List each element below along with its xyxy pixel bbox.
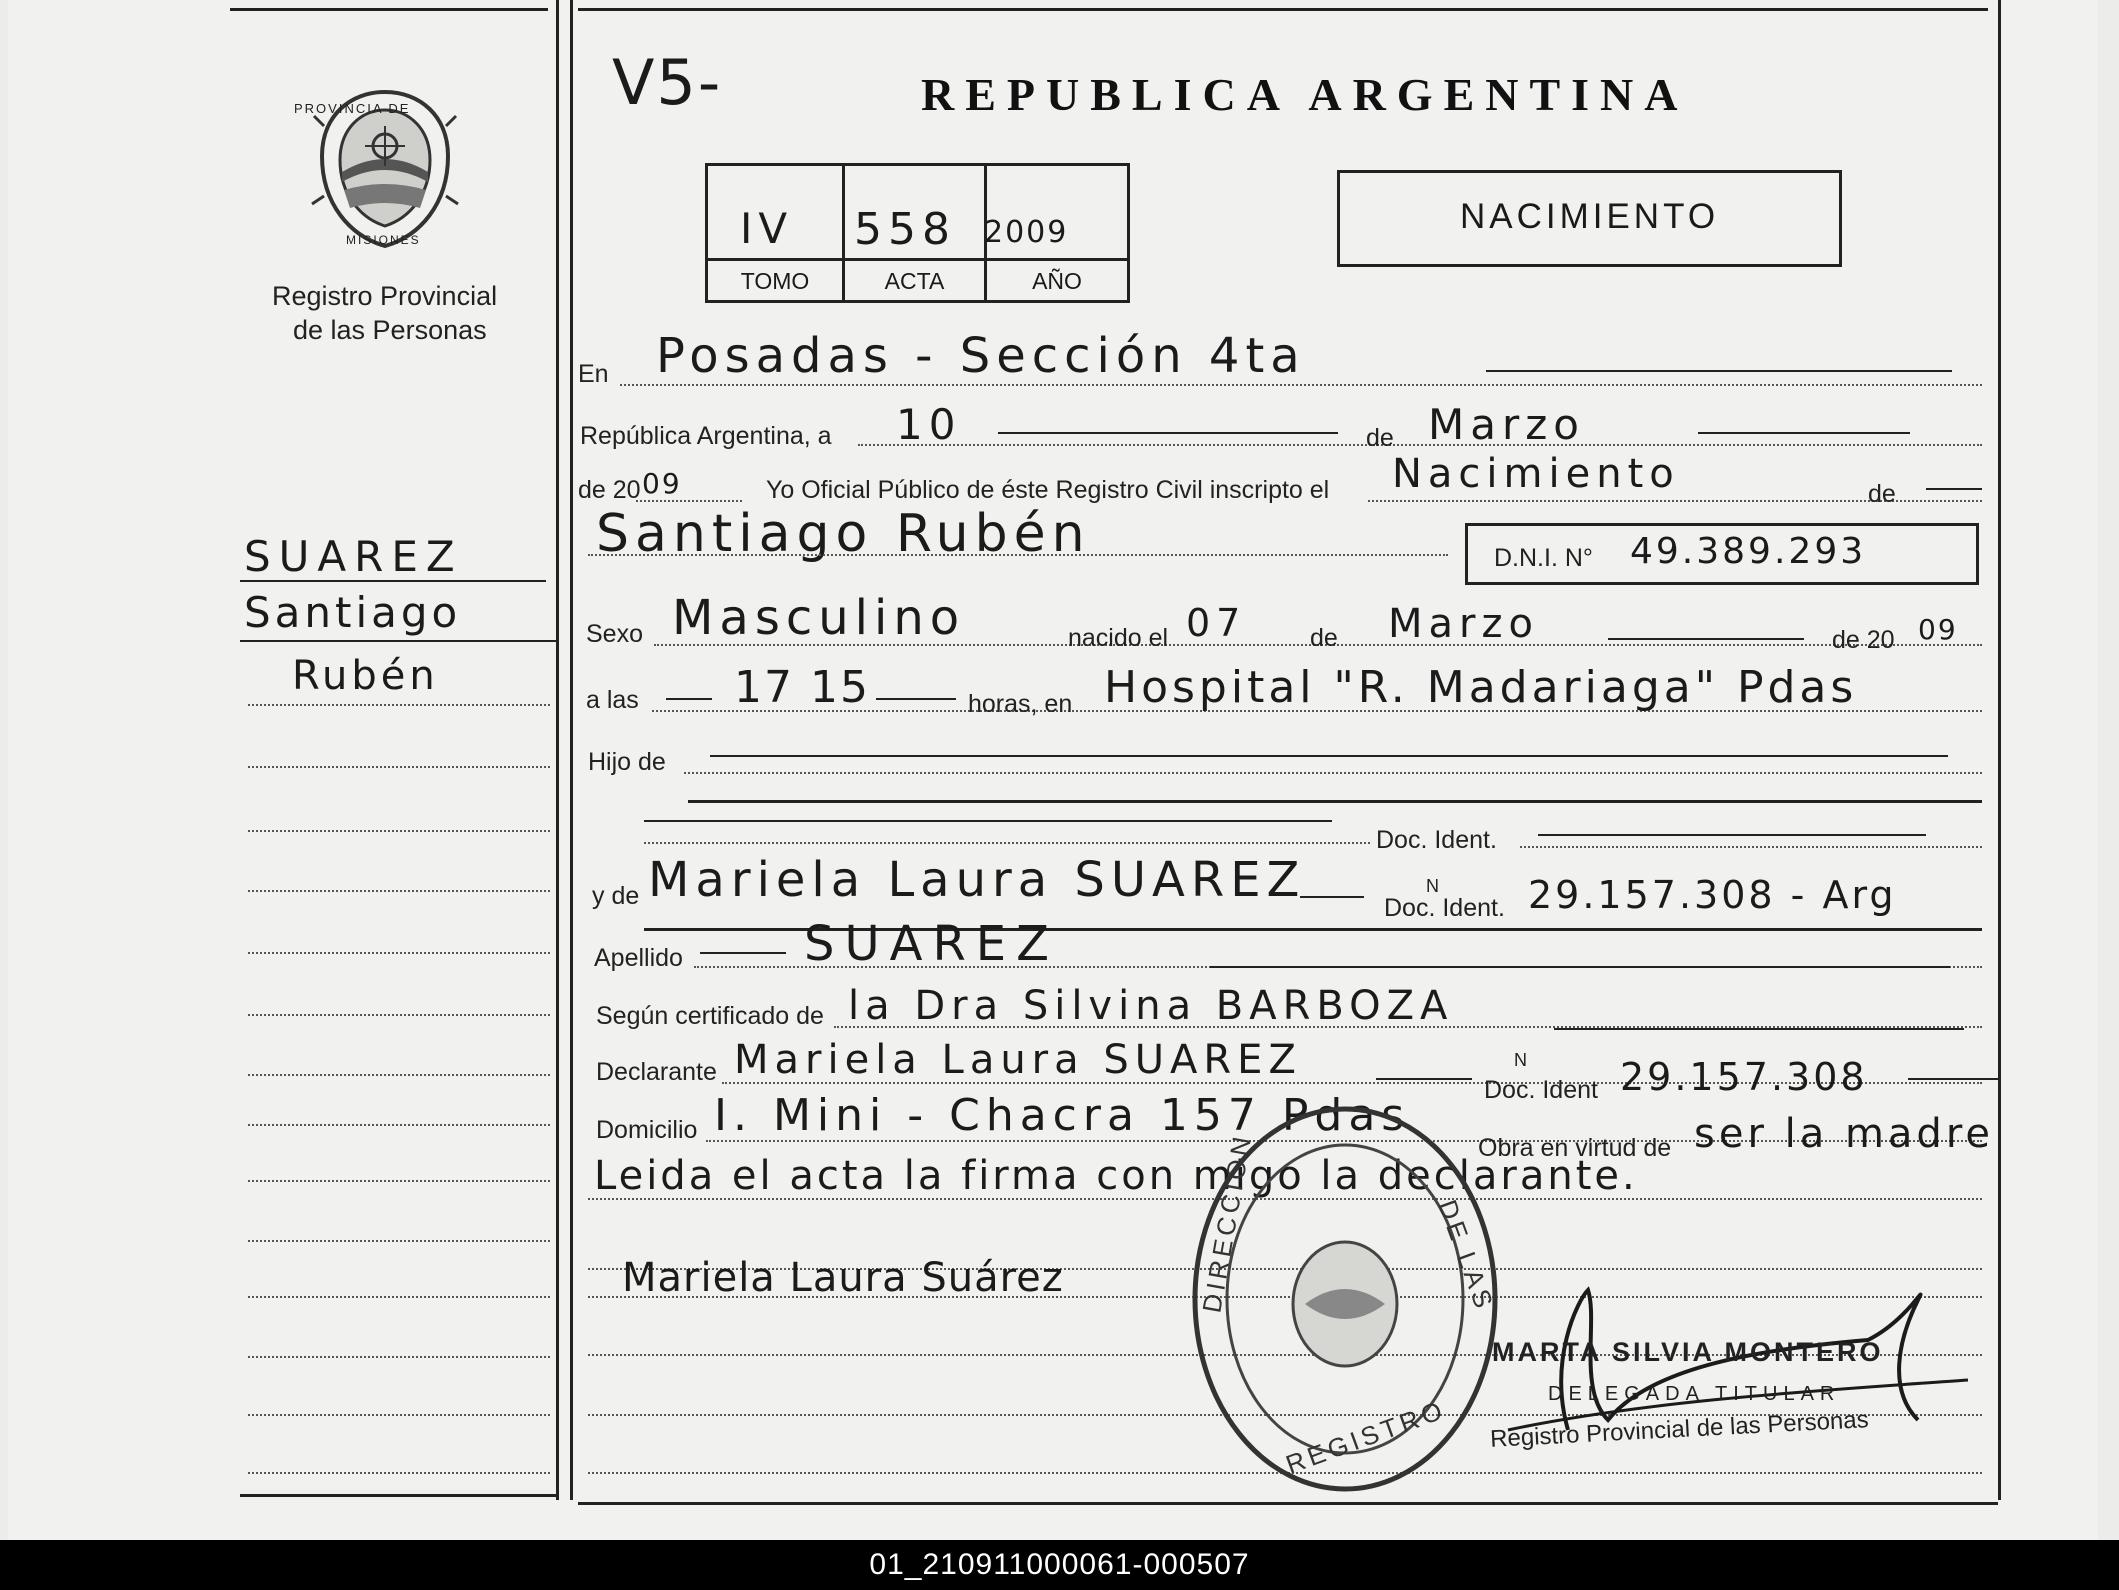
margin-second-name: Rubén xyxy=(292,653,439,699)
oficial-label: Yo Oficial Público de éste Registro Civil inscripto el xyxy=(766,476,1330,504)
column-divider-left xyxy=(556,0,559,1500)
en-value: Posadas - Sección 4ta xyxy=(656,328,1306,384)
record-type-box xyxy=(1337,170,1842,267)
margin-surname-rule xyxy=(240,580,546,582)
dni-label: D.N.I. N° xyxy=(1494,544,1593,572)
hijo-dotted-line xyxy=(684,772,1982,774)
mother-fill-rule xyxy=(1300,896,1364,898)
birth-year-suffix-value: 09 xyxy=(1918,613,1958,646)
domicilio-value: I. Mini - Chacra 157 Pdas xyxy=(714,1090,1411,1141)
column-divider-right xyxy=(570,0,573,1500)
name-value: Santiago Rubén xyxy=(596,504,1091,564)
doc-n-mark-2: N xyxy=(1514,1050,1527,1070)
father-fill-rule xyxy=(644,820,1332,822)
left-top-rule xyxy=(230,8,548,11)
segun-fill-rule xyxy=(1554,1028,1964,1030)
sexo-value: Masculino xyxy=(672,590,966,646)
apellido-fill-rule xyxy=(1210,966,1950,968)
margin-dotted-12 xyxy=(248,1356,550,1358)
date-dotted-line xyxy=(858,444,1982,446)
hijo-underline-rule xyxy=(688,800,1982,803)
father-doc-fill-rule xyxy=(1538,834,1926,836)
reviewer-initials: V5- xyxy=(612,46,723,119)
nacido-label: nacido el xyxy=(1068,624,1169,652)
horas-label: horas, en xyxy=(968,690,1073,718)
document-title: REPUBLICA ARGENTINA xyxy=(921,69,1689,120)
margin-dotted-13 xyxy=(248,1414,550,1416)
en-dotted-line xyxy=(620,384,1982,386)
tomo-value: IV xyxy=(740,204,794,253)
margin-dotted-11 xyxy=(248,1296,550,1298)
margin-dotted-2 xyxy=(248,766,550,768)
de-label-2: de xyxy=(1868,480,1896,508)
hijo-fill-rule xyxy=(710,755,1948,757)
year-dotted-line xyxy=(636,500,742,502)
registry-name-line1: Registro Provincial xyxy=(272,281,498,311)
officer-role: DELEGADA TITULAR xyxy=(1548,1383,1841,1405)
day-value: 10 xyxy=(896,400,962,449)
obra-value: ser la madre xyxy=(1694,1111,1994,1157)
day-fill-rule xyxy=(998,432,1338,434)
doc-n-mark-1: N xyxy=(1426,876,1439,896)
birth-month-fill-rule xyxy=(1608,638,1804,640)
margin-dotted-7 xyxy=(248,1074,550,1076)
obra-label: Obra en virtud de xyxy=(1478,1134,1672,1162)
margin-dotted-10 xyxy=(248,1240,550,1242)
officer-name: MARTA SILVIA MONTERO xyxy=(1492,1337,1884,1367)
en-fill-rule xyxy=(1486,370,1952,372)
image-code-caption: 01_210911000061-000507 xyxy=(0,1540,2119,1590)
declarante-fill-rule xyxy=(1376,1078,1472,1080)
segun-value: la Dra Silvina BARBOZA xyxy=(848,983,1454,1029)
dni-box xyxy=(1465,523,1979,585)
hour-value: 17 15 xyxy=(734,662,870,713)
segun-label: Según certificado de xyxy=(596,1002,824,1030)
acta-value: 558 xyxy=(854,204,956,255)
mother-doc-value: 29.157.308 - Arg xyxy=(1528,873,1897,917)
a-las-label: a las xyxy=(586,686,639,714)
y-de-label: y de xyxy=(592,882,640,910)
margin-dotted-6 xyxy=(248,1014,550,1016)
svg-text:DE LAS: DE LAS xyxy=(1432,1195,1501,1316)
doc-ident-label-1: Doc. Ident. xyxy=(1376,826,1497,854)
right-top-rule xyxy=(578,8,1988,11)
apellido-lead-rule xyxy=(700,952,786,954)
apellido-value: SUAREZ xyxy=(804,916,1059,972)
father-dotted-line xyxy=(644,842,1370,844)
margin-dotted-3 xyxy=(248,830,550,832)
year-prefix-label: de 20 xyxy=(578,476,641,504)
doc-ident-label-2: Doc. Ident. xyxy=(1384,894,1505,922)
margin-surname: SUAREZ xyxy=(244,532,463,581)
birth-year-prefix-label: de 20 xyxy=(1832,626,1895,654)
hijo-label: Hijo de xyxy=(588,748,666,776)
hour-fill-rule xyxy=(876,698,956,700)
de-label: de xyxy=(1366,424,1394,452)
declarante-doc-value: 29.157.308 xyxy=(1620,1055,1868,1099)
left-bottom-rule xyxy=(240,1494,558,1497)
en-label: En xyxy=(578,360,609,388)
page-right-border xyxy=(1998,0,2001,1500)
anio-value: 2009 xyxy=(984,215,1069,250)
de-label-3: de xyxy=(1310,624,1338,652)
father-doc-dotted-line xyxy=(1520,846,1982,848)
svg-text:DIRECCION: DIRECCION xyxy=(1196,1130,1258,1316)
margin-dotted-8 xyxy=(248,1124,550,1126)
declarante-label: Declarante xyxy=(596,1058,717,1086)
birth-month-value: Marzo xyxy=(1388,601,1539,647)
doc-ident-label-3: Doc. Ident xyxy=(1484,1076,1598,1104)
year-suffix-value: 09 xyxy=(642,467,682,500)
declarante-doc-fill-rule xyxy=(1908,1078,1998,1080)
record-reference-box xyxy=(705,163,1130,303)
acta-label: ACTA xyxy=(884,268,945,294)
republica-label: República Argentina, a xyxy=(580,422,832,450)
declarant-signature: Mariela Laura Suárez xyxy=(622,1255,1064,1301)
margin-dotted-5 xyxy=(248,952,550,954)
tomo-label: TOMO xyxy=(740,268,810,294)
declarante-value: Mariela Laura SUAREZ xyxy=(734,1037,1302,1083)
month-fill-rule xyxy=(1698,432,1910,434)
margin-dotted-1 xyxy=(248,704,550,706)
margin-dotted-4 xyxy=(248,890,550,892)
margin-dotted-9 xyxy=(248,1180,550,1182)
seal-ring-bottom-text: MISIONES xyxy=(346,233,421,247)
margin-dotted-14 xyxy=(248,1472,550,1474)
month-value: Marzo xyxy=(1428,400,1585,449)
hour-lead-rule xyxy=(666,698,712,700)
registry-name-line2: de las Personas xyxy=(293,315,487,345)
birth-day-value: 07 xyxy=(1186,601,1247,645)
name-dotted-line xyxy=(588,554,1448,556)
mother-value: Mariela Laura SUAREZ xyxy=(648,852,1306,908)
de-fill-rule xyxy=(1926,488,1982,490)
apellido-label: Apellido xyxy=(594,944,683,972)
leido-value: Leida el acta la firma con migo la declarante. xyxy=(594,1153,1638,1199)
anio-label: AÑO xyxy=(1032,268,1082,294)
officer-office: Registro Provincial de las Personas xyxy=(1489,1406,1870,1453)
place-value: Hospital "R. Madariaga" Pdas xyxy=(1104,662,1858,713)
svg-text:REGISTRO: REGISTRO xyxy=(1281,1394,1450,1480)
margin-first-name-rule xyxy=(240,640,558,642)
seal-ring-top-text: PROVINCIA DE xyxy=(294,101,411,116)
register-page xyxy=(8,0,2098,1540)
dni-value: 49.389.293 xyxy=(1630,531,1867,572)
record-box-label-rule xyxy=(708,258,1127,261)
domicilio-label: Domicilio xyxy=(596,1116,698,1144)
record-type-label: NACIMIENTO xyxy=(1459,197,1720,236)
margin-first-name: Santiago xyxy=(244,588,462,637)
sexo-label: Sexo xyxy=(586,620,643,648)
inscripto-value: Nacimiento xyxy=(1392,451,1680,497)
